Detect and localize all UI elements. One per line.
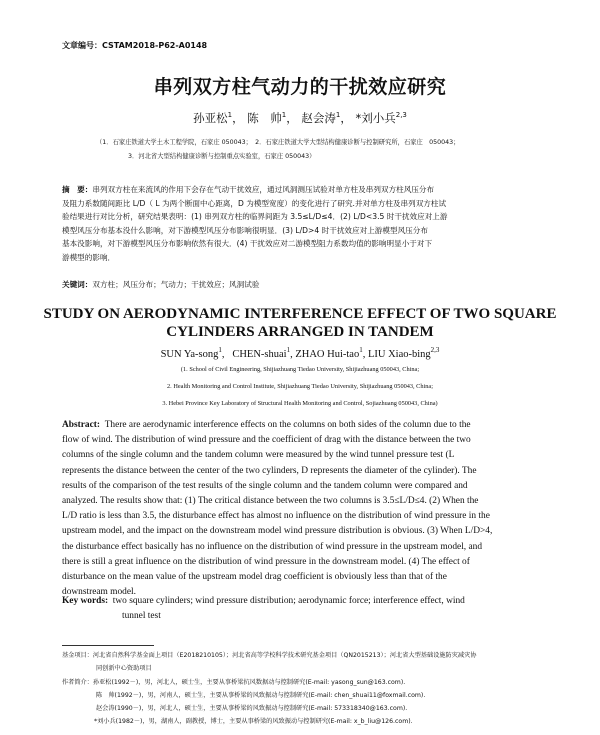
author-name: 孙亚松 xyxy=(193,111,228,125)
abstract-line: 及阻力系数随间距比 L/D（ L 为两个断面中心距离，D 为模型宽度）的变化进行了研究.并对单方柱及串列双方柱试 xyxy=(62,198,447,208)
abstract-line: 基本没影响，对下游模型风压分布影响依然有很大．(4) 干扰效应对二游模型阻力系数均值的影响明显小于对下 xyxy=(62,239,433,249)
chinese-keywords xyxy=(62,279,259,290)
abstract-label: 摘 要： xyxy=(62,185,93,194)
english-affiliation-line: 3. Hebei Province Key Laboratory of Structural Health Monitoring and Control, Sojiazhuang 050043, China) xyxy=(162,400,438,407)
keywords-label: 关键词： xyxy=(62,280,93,289)
chinese-title: 串列双方柱气动力的干扰效应研究 xyxy=(153,76,447,98)
funding-note: 基金项目：河北省自然科学基金面上项目（E2018210105）；河北省高等学校科学技术研究基金项目（QN2015213）；河北省大型基础设施防灾减灾协 xyxy=(62,652,477,659)
author-affil-sup: 1 xyxy=(218,346,222,354)
abstract-line: analyzed. The results show that: (1) The critical distance between the two columns is 3.5≤L/D≤4. (2) When the xyxy=(62,496,479,507)
english-affiliation-line: 2. Health Monitoring and Control Institute, Shijiazhuang Tiedao University, Shijiazhuang 050043, China; xyxy=(167,383,433,390)
abstract-label: Abstract: xyxy=(62,420,101,430)
author-affil-sup: 1 xyxy=(227,111,233,119)
footnote-divider xyxy=(62,645,154,646)
chinese-affiliation-line: 3．河北省大型结构健康诊断与控制重点实验室，石家庄 050043） xyxy=(128,153,316,160)
keywords-text: two square cylinders; wind pressure distribution; aerodynamic force; interference effect, wind xyxy=(112,596,465,606)
author-bio: 陈 帅(1992－)，男，河南人，硕士生，主要从事桥梁的风致振动与控制研究(E-mail: chen_shuai11@foxmail.com). xyxy=(96,692,426,699)
english-title xyxy=(0,305,600,341)
author-affil-sup: 1 xyxy=(286,346,291,354)
author-affil-sup: 2,3 xyxy=(395,111,407,119)
keywords-line xyxy=(62,594,546,609)
english-authors: SUN Ya-song$^1$, CHEN-shuai$^1$, ZHAO Hui-tao$^1$, LIU Xiao-bing$^{2,3}$ xyxy=(160,346,440,360)
author-bio: 赵会涛(1990－)，男，河北人，硕士生，主要从事桥梁的风致振动与控制研究(E-mail: 573318340@163.com). xyxy=(96,705,408,712)
abstract-line: upstream model, and the impact on the downstream model wind pressure distribution is obvious. (3) When L/D>4, xyxy=(62,526,493,537)
abstract-line: results of the comparison of the test results of the single column and the tandem column were compared and xyxy=(62,480,468,491)
english-abstract xyxy=(62,418,546,600)
chinese-abstract xyxy=(62,183,544,265)
abstract-line: disturbance on the mean value of the upstream model drag coefficient is obviously less than that of the xyxy=(62,572,447,583)
chinese-authors: 孙亚松$^1$， 陈 帅$^1$， 赵会涛$^1$， *刘小兵$^{2,3}$ xyxy=(193,111,407,125)
author-name: 赵会涛 xyxy=(301,111,336,125)
author-name: CHEN-shuai xyxy=(232,349,287,360)
abstract-line xyxy=(62,418,546,433)
abstract-line: 验结果进行对比分析，研究结果表明：(1) 串列双方柱的临界间距为 3.5≤L/D≤4．(2) L/D<3.5 时干扰效应对上游 xyxy=(62,212,448,222)
article-id: 文章编号：CSTAM2018-P62-A0148 xyxy=(62,41,208,50)
title-line: STUDY ON AERODYNAMIC INTERFERENCE EFFECT OF TWO SQUARE xyxy=(43,306,557,322)
abstract-text: 串列双方柱在来流风的作用下会存在气动干扰效应，通过风洞测压试验对单方柱及串列双方柱风压分布 xyxy=(92,185,435,194)
abstract-line: columns of the single column and the tandem column were measured by the wind tunnel pressure test (L xyxy=(62,450,455,461)
author-name: LIU Xiao-bing xyxy=(367,349,431,360)
chinese-affiliation-line: （1．石家庄铁道大学土木工程学院，石家庄 050043； 2．石家庄铁道大学大型结构健康诊断与控制研究所，石家庄 050043； xyxy=(96,139,460,146)
keywords-text: 双方柱；风压分布；气动力；干扰效应；风洞试验 xyxy=(92,280,260,289)
abstract-line: there is still a great influence on the distribution of wind pressure in the downstream model. (4) The effect of xyxy=(62,556,470,567)
author-name: *刘小兵 xyxy=(355,111,396,125)
title-line: CYLINDERS ARRANGED IN TANDEM xyxy=(166,324,434,340)
author-affil-sup: 1 xyxy=(281,111,287,119)
funding-note-cont: 同创新中心资助项目 xyxy=(96,665,152,672)
abstract-line: the disturbance effect basically has no influence on the distribution of wind pressure in the upstream model, and xyxy=(62,541,483,552)
author-affil-sup: 2,3 xyxy=(430,346,440,354)
abstract-line: 游模型的影响． xyxy=(62,252,116,262)
abstract-line: downstream model. xyxy=(62,587,136,598)
abstract-text: There are aerodynamic interference effects on the columns on both sides of the column due to the xyxy=(104,420,471,430)
english-affiliation-line: (1. School of Civil Engineering, Shijiazhuang Tiedao University, Shijiazhuang 050043, China; xyxy=(180,366,420,373)
author-bio: 作者简介：孙亚松(1992－)，男，河北人，硕士生，主要从事桥梁抗风数据动与控制研究(E-mail: yasong_sun@163.com). xyxy=(62,679,406,686)
keywords-line: tunnel test xyxy=(122,611,161,622)
author-name: SUN Ya-song xyxy=(160,349,219,360)
abstract-line: represents the distance between the center of the two cylinders, D represents the diameter of the cylinder). The xyxy=(62,465,477,476)
author-affil-sup: 1 xyxy=(359,346,363,354)
abstract-line: L/D ratio is less than 3.5, the disturbance effect has almost no influence on the distribution of wind pressure in the xyxy=(62,511,490,522)
author-name: 陈 帅 xyxy=(247,111,282,125)
abstract-line: 模型风压分布基本没什么影响，对下游模型风压分布影响很明显．(3) L/D>4 时干扰效应对上游模型风压分布 xyxy=(62,225,428,235)
author-affil-sup: 1 xyxy=(335,111,341,119)
english-keywords xyxy=(62,594,546,624)
keywords-label: Key words: xyxy=(62,596,109,606)
author-name: ZHAO Hui-tao xyxy=(295,349,360,360)
author-bio: *刘小兵(1982－)，男，湖南人，副教授，博士，主要从事桥梁的风致振动与控制研究(E-mail: x_b_liu@126.com). xyxy=(94,718,413,725)
abstract-line: flow of wind. The distribution of wind pressure and the coefficient of drag with the distance between the two xyxy=(62,435,471,446)
abstract-line xyxy=(62,183,544,197)
